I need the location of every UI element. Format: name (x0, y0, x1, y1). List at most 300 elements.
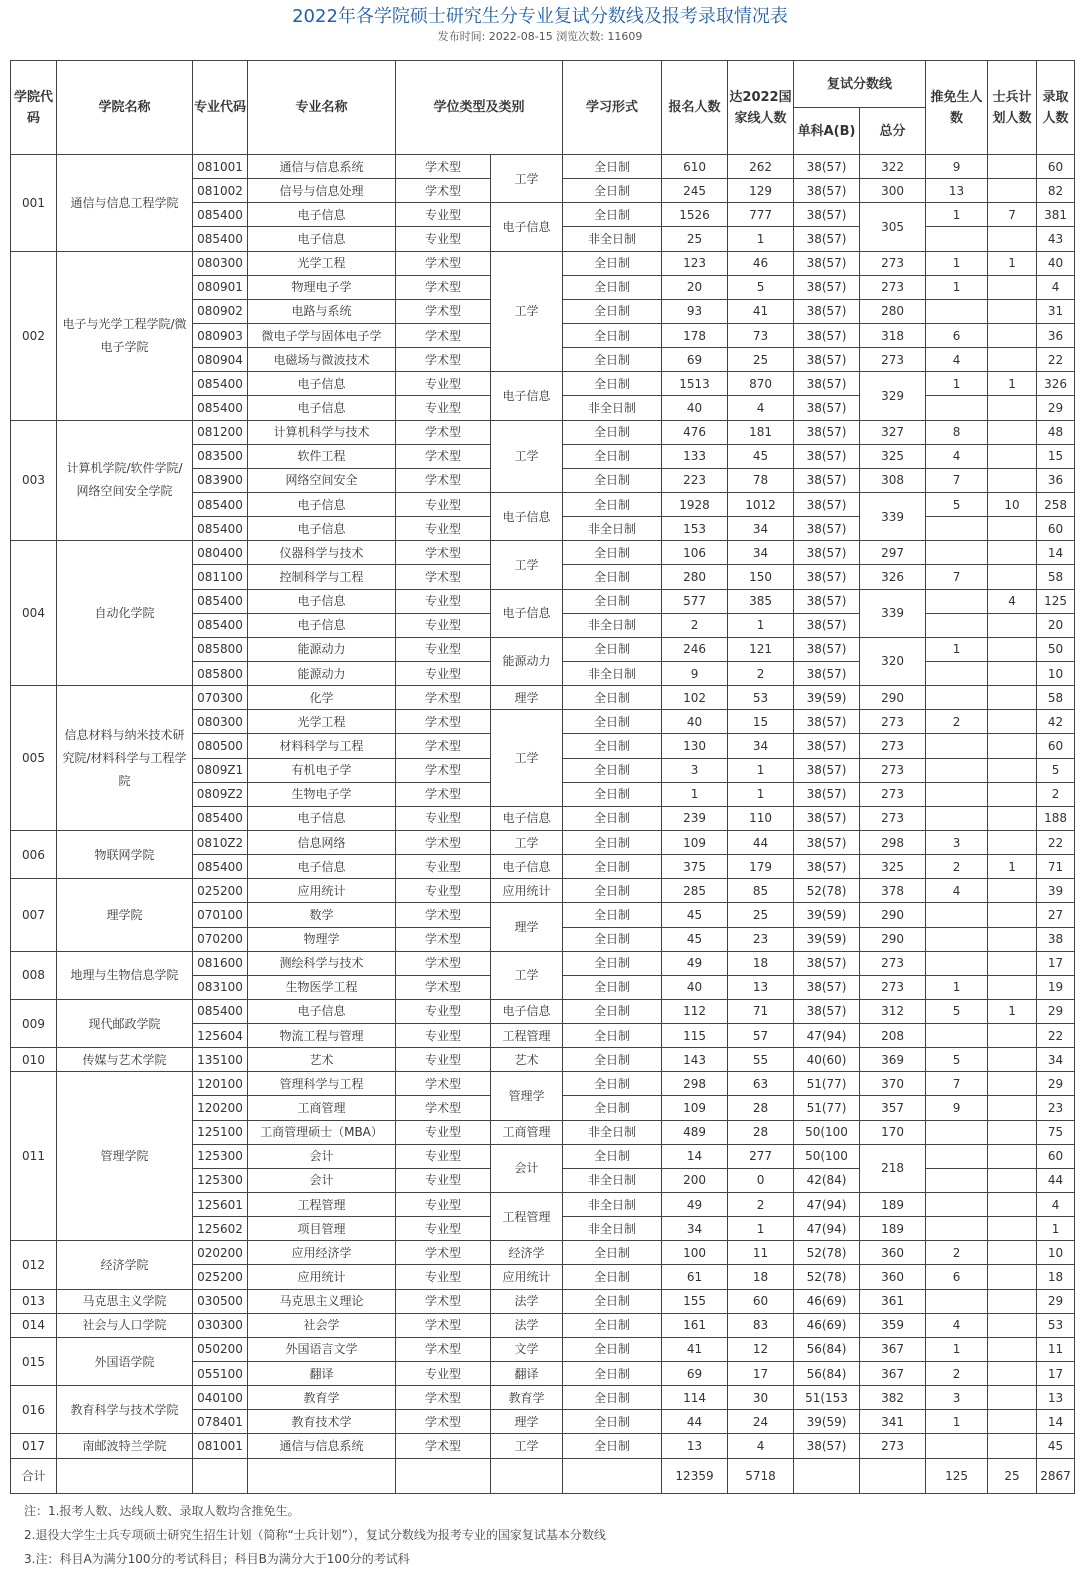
table-cell: 全日制 (563, 589, 662, 613)
table-cell: 地理与生物信息学院 (57, 951, 193, 999)
table-cell: 电子信息 (248, 999, 396, 1023)
table-cell: 341 (860, 1410, 926, 1434)
table-cell: 0810Z2 (193, 830, 248, 854)
table-cell: 电子信息 (248, 613, 396, 637)
table-cell: 全日制 (563, 348, 662, 372)
table-cell: 4 (1037, 275, 1075, 299)
table-cell: 189 (860, 1217, 926, 1241)
table-cell: 材料科学与工程 (248, 734, 396, 758)
table-cell: 011 (11, 1072, 57, 1241)
table-cell: 工程管理 (491, 1024, 563, 1048)
table-cell: 翻译 (248, 1362, 396, 1386)
table-cell: 055100 (193, 1362, 248, 1386)
table-cell: 245 (662, 179, 728, 203)
table-cell (988, 1193, 1037, 1217)
table-cell: 51(153 (794, 1386, 860, 1410)
table-cell: 381 (1037, 203, 1075, 227)
table-cell: 273 (860, 782, 926, 806)
table-cell: 4 (926, 1313, 988, 1337)
table-cell: 物理电子学 (248, 275, 396, 299)
table-cell (988, 710, 1037, 734)
table-cell: 120200 (193, 1096, 248, 1120)
page-title: 2022年各学院硕士研究生分专业复试分数线及报考录取情况表 (292, 6, 788, 27)
table-cell: 专业型 (396, 613, 491, 637)
table-row (11, 999, 1075, 1023)
table-cell: 应用经济学 (248, 1241, 396, 1265)
table-cell: 178 (662, 323, 728, 347)
table-cell: 38(57) (794, 661, 860, 685)
table-cell: 1 (926, 1410, 988, 1434)
table-cell: 5 (926, 1048, 988, 1072)
table-cell: 外国语学院 (57, 1337, 193, 1385)
table-cell: 42 (1037, 710, 1075, 734)
table-cell (926, 686, 988, 710)
table-cell: 29 (1037, 1289, 1075, 1313)
table-cell: 学术型 (396, 686, 491, 710)
table-cell: 学术型 (396, 420, 491, 444)
table-cell: 56(84) (794, 1362, 860, 1386)
table-cell (988, 1217, 1037, 1241)
table-cell: 4 (926, 348, 988, 372)
table-row (11, 1289, 1075, 1313)
table-cell: 电子与光学工程学院/微电子学院 (57, 251, 193, 420)
table-cell: 7 (926, 1072, 988, 1096)
table-cell: 49 (662, 951, 728, 975)
table-cell: 38(57) (794, 203, 860, 227)
header-admitted: 录取人数 (1037, 61, 1075, 155)
notes (24, 1499, 606, 1571)
table-cell: 1 (728, 758, 794, 782)
table-cell: 能源动力 (248, 637, 396, 661)
table-cell: 社会学 (248, 1313, 396, 1337)
table-cell: 150 (728, 565, 794, 589)
table-cell: 1 (926, 637, 988, 661)
table-cell: 36 (1037, 323, 1075, 347)
table-cell: 全日制 (563, 879, 662, 903)
table-cell: 计算机学院/软件学院/网络空间安全学院 (57, 420, 193, 541)
table-cell: 全日制 (563, 299, 662, 323)
table-cell: 13 (662, 1434, 728, 1458)
table-cell: 学术型 (396, 951, 491, 975)
table-cell: 物流工程与管理 (248, 1024, 396, 1048)
table-cell: 全日制 (563, 251, 662, 275)
table-cell: 34 (662, 1217, 728, 1241)
table-cell: 专业型 (396, 203, 491, 227)
table-cell: 38(57) (794, 565, 860, 589)
table-row (11, 1048, 1075, 1072)
table-cell (988, 468, 1037, 492)
table-cell: 学术型 (396, 782, 491, 806)
table-cell: 专业型 (396, 855, 491, 879)
table-cell: 53 (728, 686, 794, 710)
table-cell: 223 (662, 468, 728, 492)
table-cell (988, 1120, 1037, 1144)
table-cell: 476 (662, 420, 728, 444)
table-cell: 78 (728, 468, 794, 492)
table-cell: 6 (926, 323, 988, 347)
table-cell: 19 (1037, 975, 1075, 999)
table-cell: 学术型 (396, 903, 491, 927)
table-cell: 102 (662, 686, 728, 710)
table-cell: 18 (728, 951, 794, 975)
table-cell: 学术型 (396, 1072, 491, 1096)
table-cell: 电子信息 (248, 396, 396, 420)
table-cell: 经济学 (491, 1241, 563, 1265)
table-cell: 12 (728, 1337, 794, 1361)
table-cell: 46(69) (794, 1289, 860, 1313)
table-cell: 359 (860, 1313, 926, 1337)
table-cell: 017 (11, 1434, 57, 1458)
table-cell: 电磁场与微波技术 (248, 348, 396, 372)
table-cell: 41 (728, 299, 794, 323)
table-cell: 1 (728, 227, 794, 251)
table-cell: 83 (728, 1313, 794, 1337)
table-cell: 085400 (193, 613, 248, 637)
table-cell: 南邮波特兰学院 (57, 1434, 193, 1458)
table-cell: 专业型 (396, 661, 491, 685)
table-cell: 25 (662, 227, 728, 251)
table-cell: 电子信息 (491, 372, 563, 420)
table-cell: 2 (728, 1193, 794, 1217)
table-cell: 070100 (193, 903, 248, 927)
table-cell (988, 830, 1037, 854)
table-cell: 1 (1037, 1217, 1075, 1241)
table-cell: 005 (11, 686, 57, 831)
table-cell: 38(57) (794, 492, 860, 516)
total-exempt: 125 (926, 1458, 988, 1493)
table-cell: 工商管理 (491, 1120, 563, 1144)
table-cell: 会计 (248, 1144, 396, 1168)
table-cell: 69 (662, 348, 728, 372)
table-cell: 网络空间安全 (248, 468, 396, 492)
table-cell: 40(60) (794, 1048, 860, 1072)
table-cell: 2 (926, 855, 988, 879)
table-cell: 学术型 (396, 444, 491, 468)
table-cell: 全日制 (563, 1024, 662, 1048)
table-cell: 40 (662, 396, 728, 420)
table-cell: 28 (728, 1120, 794, 1144)
table-cell: 273 (860, 251, 926, 275)
table-cell: 085400 (193, 589, 248, 613)
table-cell: 285 (662, 879, 728, 903)
table-cell (988, 975, 1037, 999)
table-cell: 专业型 (396, 1024, 491, 1048)
table-cell: 44 (728, 830, 794, 854)
table-cell: 50(100 (794, 1120, 860, 1144)
table-cell: 57 (728, 1024, 794, 1048)
table-cell: 44 (662, 1410, 728, 1434)
table-cell: 电子信息 (248, 589, 396, 613)
table-cell: 9 (662, 661, 728, 685)
table-cell: 120100 (193, 1072, 248, 1096)
table-cell: 全日制 (563, 323, 662, 347)
table-cell: 45 (1037, 1434, 1075, 1458)
table-cell: 14 (662, 1144, 728, 1168)
table-cell: 38(57) (794, 227, 860, 251)
table-cell: 40 (662, 975, 728, 999)
table-cell: 125300 (193, 1168, 248, 1192)
table-cell (988, 879, 1037, 903)
table-cell: 非全日制 (563, 396, 662, 420)
table-cell: 2 (1037, 782, 1075, 806)
table-cell (988, 613, 1037, 637)
table-cell: 9 (926, 155, 988, 179)
table-cell: 085400 (193, 203, 248, 227)
table-cell: 38(57) (794, 299, 860, 323)
table-cell: 161 (662, 1313, 728, 1337)
table-cell: 全日制 (563, 999, 662, 1023)
table-cell: 专业型 (396, 372, 491, 396)
table-cell: 326 (860, 565, 926, 589)
table-cell: 14 (1037, 1410, 1075, 1434)
table-cell: 2 (926, 1241, 988, 1265)
table-cell (926, 661, 988, 685)
table-cell: 130 (662, 734, 728, 758)
table-cell: 4 (926, 879, 988, 903)
table-cell: 学术型 (396, 758, 491, 782)
table-cell: 控制科学与工程 (248, 565, 396, 589)
table-cell: 71 (1037, 855, 1075, 879)
table-cell: 4 (728, 1434, 794, 1458)
table-cell: 085400 (193, 492, 248, 516)
table-row (11, 541, 1075, 565)
table-cell (926, 758, 988, 782)
table-cell (926, 1217, 988, 1241)
table-row (11, 879, 1075, 903)
table-cell: 电子信息 (248, 203, 396, 227)
table-cell: 489 (662, 1120, 728, 1144)
table-cell: 学术型 (396, 1313, 491, 1337)
table-row (11, 155, 1075, 179)
table-cell: 34 (728, 541, 794, 565)
table-cell: 全日制 (563, 951, 662, 975)
table-cell: 004 (11, 541, 57, 686)
table-footer (11, 1458, 1075, 1493)
table-cell: 40 (662, 710, 728, 734)
table-cell: 38(57) (794, 323, 860, 347)
table-cell (988, 686, 1037, 710)
table-cell: 全日制 (563, 637, 662, 661)
table-cell: 115 (662, 1024, 728, 1048)
table-cell (988, 903, 1037, 927)
table-cell: 34 (1037, 1048, 1075, 1072)
table-cell: 080400 (193, 541, 248, 565)
table-cell: 109 (662, 1096, 728, 1120)
table-cell: 39(59) (794, 686, 860, 710)
table-cell: 55 (728, 1048, 794, 1072)
table-cell: 23 (1037, 1096, 1075, 1120)
table-cell: 38(57) (794, 999, 860, 1023)
table-cell: 非全日制 (563, 661, 662, 685)
table-cell (988, 1289, 1037, 1313)
table-cell: 学术型 (396, 275, 491, 299)
table-cell: 085400 (193, 855, 248, 879)
total-reached: 5718 (728, 1458, 794, 1493)
table-cell (988, 1024, 1037, 1048)
table-cell (988, 1313, 1037, 1337)
table-cell: 教育学 (248, 1386, 396, 1410)
table-cell: 5 (926, 492, 988, 516)
table-cell: 1012 (728, 492, 794, 516)
table-cell: 297 (860, 541, 926, 565)
table-cell: 1 (926, 975, 988, 999)
note-line: 注：1.报考人数、达线人数、录取人数均含推免生。 (24, 1504, 300, 1518)
table-cell: 60 (1037, 1144, 1075, 1168)
table-cell: 电子信息 (248, 492, 396, 516)
table-cell: 290 (860, 927, 926, 951)
table-cell: 25 (728, 903, 794, 927)
table-cell: 070200 (193, 927, 248, 951)
table-cell: 全日制 (563, 686, 662, 710)
table-cell: 艺术 (248, 1048, 396, 1072)
table-cell: 41 (662, 1337, 728, 1361)
table-cell: 277 (728, 1144, 794, 1168)
table-cell (988, 806, 1037, 830)
table-cell: 29 (1037, 396, 1075, 420)
table-cell: 工学 (491, 710, 563, 807)
table-cell: 工商管理 (248, 1096, 396, 1120)
table-cell: 电路与系统 (248, 299, 396, 323)
table-cell: 1 (728, 782, 794, 806)
table-cell: 112 (662, 999, 728, 1023)
table-cell: 329 (860, 372, 926, 420)
table-cell: 项目管理 (248, 1217, 396, 1241)
table-cell: 300 (860, 179, 926, 203)
table-cell: 工学 (491, 830, 563, 854)
table-cell (988, 1337, 1037, 1361)
table-cell: 081200 (193, 420, 248, 444)
table-cell (988, 1410, 1037, 1434)
table-cell: 45 (662, 927, 728, 951)
table-cell: 273 (860, 951, 926, 975)
table-cell: 60 (1037, 155, 1075, 179)
table-cell: 非全日制 (563, 1217, 662, 1241)
table-cell: 24 (728, 1410, 794, 1434)
table-cell: 全日制 (563, 734, 662, 758)
table-cell: 能源动力 (248, 661, 396, 685)
table-cell: 生物医学工程 (248, 975, 396, 999)
table-cell: 312 (860, 999, 926, 1023)
table-row (11, 420, 1075, 444)
table-cell (926, 806, 988, 830)
table-cell (926, 541, 988, 565)
table-cell: 全日制 (563, 830, 662, 854)
table-cell: 4 (926, 444, 988, 468)
table-cell: 083900 (193, 468, 248, 492)
table-cell: 全日制 (563, 1337, 662, 1361)
table-cell: 38(57) (794, 613, 860, 637)
table-cell: 1 (926, 251, 988, 275)
table-cell: 75 (1037, 1120, 1075, 1144)
table-cell: 080902 (193, 299, 248, 323)
table-cell: 39(59) (794, 903, 860, 927)
table-cell: 610 (662, 155, 728, 179)
table-cell: 085400 (193, 806, 248, 830)
total-applicants: 12359 (662, 1458, 728, 1493)
table-cell: 52(78) (794, 879, 860, 903)
table-cell: 学术型 (396, 1410, 491, 1434)
table-cell (926, 227, 988, 251)
table-cell: 电子信息 (248, 517, 396, 541)
table-cell (926, 613, 988, 637)
table-cell: 080300 (193, 251, 248, 275)
table-cell: 42(84) (794, 1168, 860, 1192)
table-cell: 光学工程 (248, 710, 396, 734)
table-cell: 51(77) (794, 1072, 860, 1096)
table-cell (988, 1386, 1037, 1410)
table-cell: 管理科学与工程 (248, 1072, 396, 1096)
table-cell: 025200 (193, 879, 248, 903)
table-cell: 全日制 (563, 1362, 662, 1386)
table-cell: 工学 (491, 541, 563, 589)
table-cell: 39 (1037, 879, 1075, 903)
table-cell: 通信与信息系统 (248, 155, 396, 179)
table-cell: 38(57) (794, 541, 860, 565)
table-cell: 工学 (491, 951, 563, 999)
table-cell (926, 589, 988, 613)
table-cell: 化学 (248, 686, 396, 710)
table-cell: 125604 (193, 1024, 248, 1048)
table-cell: 080500 (193, 734, 248, 758)
table-cell: 全日制 (563, 565, 662, 589)
table-cell: 322 (860, 155, 926, 179)
table-cell: 133 (662, 444, 728, 468)
table-cell: 17 (1037, 951, 1075, 975)
table-cell: 170 (860, 1120, 926, 1144)
table-cell: 38(57) (794, 758, 860, 782)
table-cell: 非全日制 (563, 1168, 662, 1192)
table-cell: 82 (1037, 179, 1075, 203)
table-cell: 7 (926, 565, 988, 589)
table-cell: 14 (1037, 541, 1075, 565)
table-cell: 357 (860, 1096, 926, 1120)
table-cell (988, 420, 1037, 444)
table-cell: 010 (11, 1048, 57, 1072)
table-cell: 47(94) (794, 1193, 860, 1217)
table-cell: 全日制 (563, 420, 662, 444)
table-row (11, 686, 1075, 710)
table-cell: 全日制 (563, 1072, 662, 1096)
table-cell: 3 (926, 1386, 988, 1410)
table-cell: 电子信息 (248, 372, 396, 396)
table-cell: 学术型 (396, 299, 491, 323)
table-cell: 工学 (491, 420, 563, 492)
table-cell (988, 299, 1037, 323)
table-cell: 40 (1037, 251, 1075, 275)
table-cell: 081600 (193, 951, 248, 975)
table-cell: 1 (662, 782, 728, 806)
table-cell: 0809Z1 (193, 758, 248, 782)
table-cell: 学术型 (396, 155, 491, 179)
table-row (11, 251, 1075, 275)
table-cell: 239 (662, 806, 728, 830)
table-cell (988, 1265, 1037, 1289)
table-cell: 009 (11, 999, 57, 1047)
header-applicants: 报名人数 (662, 61, 728, 155)
table-cell: 电子信息 (248, 806, 396, 830)
table-cell: 73 (728, 323, 794, 347)
table-cell: 080300 (193, 710, 248, 734)
table-cell (988, 275, 1037, 299)
table-cell: 188 (1037, 806, 1075, 830)
table-cell: 理学 (491, 1410, 563, 1434)
table-cell: 367 (860, 1337, 926, 1361)
table-cell: 全日制 (563, 155, 662, 179)
table-cell: 38(57) (794, 155, 860, 179)
table-cell: 7 (988, 203, 1037, 227)
table-cell: 34 (728, 734, 794, 758)
table-cell: 29 (1037, 999, 1075, 1023)
